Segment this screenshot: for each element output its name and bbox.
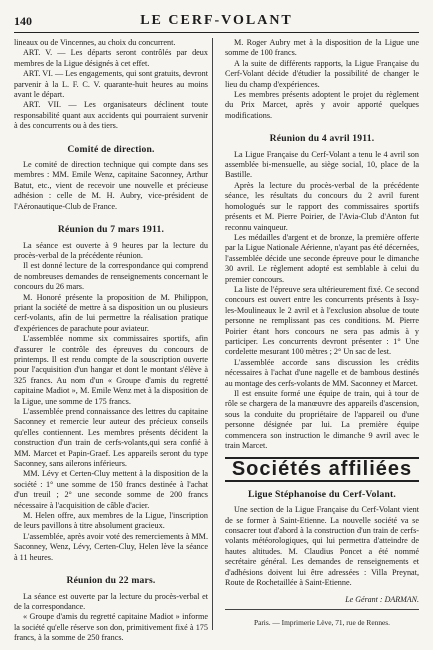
paragraph: ART. VI. — Les engagements, qui sont gratuits, devront parvenir à la L. F. C. V. quarante-huit heures au moins avant le départ. xyxy=(14,69,208,100)
right-column xyxy=(219,38,419,650)
societes-banner xyxy=(225,457,419,481)
printer-imprint: Paris. — Imprimerie Lève, 71, rue de Rennes. xyxy=(253,617,391,627)
paragraph: Après la lecture du procès-verbal de la précédente séance, les résultats du concours du 2 avril furent homologués sur le rapport des commissaires sportifs présents et M. Pierre Poirier, de l'Avia-Club d'Anton fut reconnu vainqueur. xyxy=(225,180,419,232)
paragraph: Il est donné lecture de la correspondance qui comprend de nombreuses demandes de renseignements concernant le concours du 26 mars. xyxy=(14,261,208,292)
paragraph: MM. Lévy et Certen-Cluy mettent à la disposition de la société : 1° une somme de 150 francs destinée à l'achat d'un treuil ; 2° une seconde somme de 200 francs nécessaire à l'acquisition de câble d'acier. xyxy=(14,469,208,510)
paragraph: Une section de la Ligue Française du Cerf-Volant vient de se former à Saint-Etienne. La nouvelle société va se consacrer tout d'abord à la construction d'un train de cerfs-volants météorologiques, qui lui permettra d'atteindre de hautes altitudes. M. Claudius Poncet a été nommé secrétaire général. Les demandes de renseignements et d'adhésions doivent lui être adressées : Villa Preynat, Route de Rochetaillée à Saint-Etienne. xyxy=(225,505,419,588)
paragraph: « Groupe d'amis du regretté capitaine Madiot » informe la société qu'elle réserve son don, primitivement fixé à 175 francs, à la somme de 250 francs. xyxy=(14,612,208,643)
gerant-signature: Le Gérant : DARMAN. xyxy=(345,594,419,604)
paragraph: L'assemblée, après avoir voté des remerciements à MM. Saconney, Wenz, Lévy, Certen-Cluy, Helen lève la séance à 11 heures. xyxy=(14,531,208,562)
paragraph: La séance est ouverte par la lecture du procès-verbal et de la correspondance. xyxy=(14,591,208,611)
paragraph: L'assemblée nomme six commissaires sportifs, afin d'assurer le contrôle des épreuves du concours de printemps. Il est rendu compte de la souscription ouverte pour l'acquisition d'un hangar et dont le montant s'élève à 325 francs. Au nom d'un « Groupe d'amis du regretté capitaine Madiot », M. Emile Wenz met à la disposition de la Ligue, une somme de 175 francs. xyxy=(14,334,208,406)
page-number: 140 xyxy=(14,14,32,28)
section-heading-societes-affiliees: Sociétés affiliées xyxy=(231,458,413,481)
section-heading-reunion-4-avril: Réunion du 4 avril 1911. xyxy=(269,133,375,145)
paragraph: ART. V. — Les départs seront contrôlés par deux membres de la Ligue désignés à cet effet. xyxy=(14,48,208,68)
paragraph: Les médailles d'argent et de bronze, la première offerte par la Ligue Nationale Aérienne, n'ayant pas été décernées, l'assemblée décide une seconde épreuve pour le dimanche 30 avril. Le règlement adopté est semblable à celui du premier concours. xyxy=(225,232,419,284)
paragraph: lineaux ou de Vincennes, au choix du concurrent. xyxy=(14,38,176,47)
paragraph: Le comité de direction technique qui compte dans ses membres : MM. Emile Wenz, capitaine Saconney, Arthur Batut, etc., vient de recevoir une nouvelle et précieuse adhésion : celle de M. H. Aubry, vice-président de l'Aéronautique-Club de France. xyxy=(14,160,208,211)
paragraph: La Ligue Française du Cerf-Volant a tenu le 4 avril son assemblée bi-mensuelle, au siège social, 10, place de la Bastille. xyxy=(225,149,419,180)
paragraph: Les membres présents adoptent le projet du règlement du Prix Marcet, après y avoir apporté quelques modifications. xyxy=(225,90,419,120)
section-heading-ligue-stephanoise: Ligue Stéphanoise du Cerf-Volant. xyxy=(247,488,397,500)
page-header xyxy=(14,10,419,33)
article-columns xyxy=(14,38,419,650)
paragraph: La liste de l'épreuve sera ultérieurement fixé. Ce second concours est ouvert entre les concurrents présents à Issy-les-Moulineaux le 2 avril et à l'exclusion absolue de toute personne ne remplissant pas ces conditions. M. Pierre Poirier étant hors concours ne sera pas admis à y participer. Les concurrents devront présenter : 1° Une cordelette mesurant 100 mètres ; 2° Un sac de lest. xyxy=(225,284,419,357)
paragraph: M. Roger Aubry met à la disposition de la Ligue une somme de 100 francs. xyxy=(225,38,419,58)
section-heading-reunion-22-mars: Réunion du 22 mars. xyxy=(66,575,156,587)
paragraph: La séance est ouverte à 9 heures par la lecture du procès-verbal de la précédente réunion. xyxy=(14,240,208,260)
footer-divider xyxy=(225,609,419,610)
left-column xyxy=(14,38,213,643)
paragraph: L'assemblée prend connaissance des lettres du capitaine Saconney et remercie leur auteur des précieux conseils qu'elles contiennent. Les membres présents décident la construction d'un train de cerfs-volants,qui sera confié à MM. Marcet et Papin-Graef. Les appareils seront du type Saconney, sans ailerons inférieurs. xyxy=(14,407,208,469)
paragraph: L'assemblée accorde sans discussion les crédits nécessaires à l'achat d'une nagelle et de bambous destinés au montage des cerfs-volants de MM. Saconney et Marcet. xyxy=(225,357,419,388)
paragraph: M. Helen offre, aux membres de la Ligue, l'inscription de leurs pavillons à titre absolument gracieux. xyxy=(14,511,208,531)
paragraph: A la suite de différents rapports, la Ligue Française du Cerf-Volant décide d'étudier la possibilité de changer le lieu du champ d'expériences. xyxy=(225,58,419,89)
section-heading-reunion-7-mars: Réunion du 7 mars 1911. xyxy=(57,224,165,236)
paragraph: M. Honoré présente la proposition de M. Philippon, priant la société de mettre à sa disposition un ou plusieurs cerf-volants, afin de lui permettre la réalisation pratique d'expériences de parachute pour aviateur. xyxy=(14,292,208,333)
journal-title: LE CERF-VOLANT xyxy=(140,13,293,28)
section-heading-comite: Comité de direction. xyxy=(67,143,155,155)
paragraph: ART. VII. — Les organisateurs déclinent toute responsabilité quant aux accidents qui pourraient survenir à des concurrents ou à des tiers. xyxy=(14,100,208,131)
paragraph: Il est ensuite formé une équipe de train, qui à tour de rôle se chargera de la manœuvre des appareils d'ascension, sous la conduite du propriétaire de l'appareil ou d'une personne désignée par lui. La première équipe commencera son instruction le dimanche 9 avril avec le train Marcet. xyxy=(225,389,419,451)
